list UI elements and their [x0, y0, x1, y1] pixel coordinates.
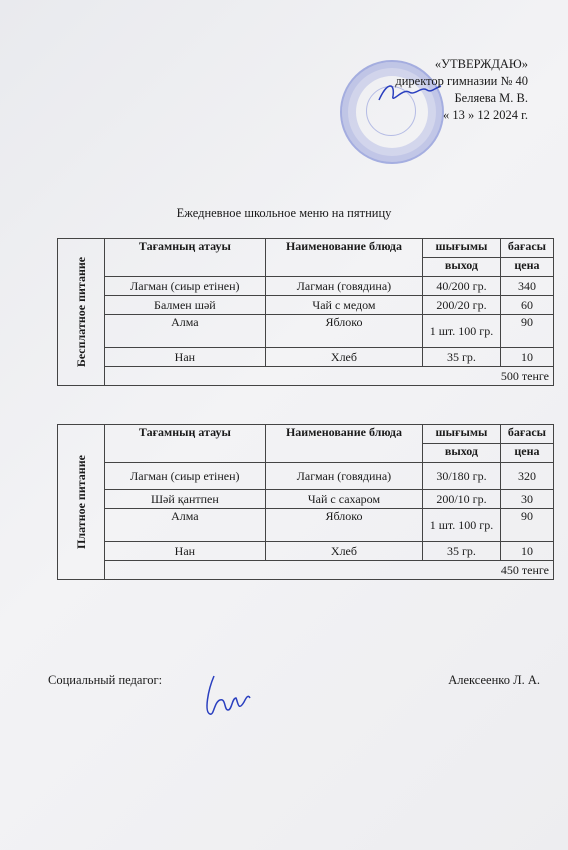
dish-price: 10: [500, 542, 553, 561]
approval-line-1: «УТВЕРЖДАЮ»: [434, 57, 528, 71]
table-row: [58, 463, 554, 490]
dish-name-kz: Алма: [104, 509, 265, 542]
approval-line-2: директор гимназии № 40: [395, 74, 528, 88]
dish-name-ru: Чай с сахаром: [265, 490, 422, 509]
dish-name-kz: Нан: [104, 542, 265, 561]
dish-price: 90: [500, 315, 553, 348]
header-out-ru: выход: [422, 444, 500, 463]
dish-price: 10: [500, 348, 553, 367]
header-name-kz: Тағамның атауы: [104, 239, 265, 277]
paid-menu-label: Платное питание: [73, 455, 88, 549]
dish-price: 90: [500, 509, 553, 542]
free-menu-table: [57, 238, 554, 386]
table-row: [58, 542, 554, 561]
dish-name-ru: Хлеб: [265, 348, 422, 367]
dish-output: 30/180 гр.: [422, 463, 500, 490]
paid-menu-table: [57, 424, 554, 580]
header-price-kz: бағасы: [500, 239, 553, 258]
approval-line-3: Беляева М. В.: [454, 91, 528, 105]
dish-name-ru: Хлеб: [265, 542, 422, 561]
dish-name-ru: Лагман (говядина): [265, 463, 422, 490]
dish-output: 1 шт. 100 гр.: [422, 509, 500, 542]
signature-footer: [48, 673, 540, 688]
table-row: [58, 296, 554, 315]
header-price-ru: цена: [500, 258, 553, 277]
paid-menu-label-cell: [58, 425, 105, 580]
header-out-kz: шығымы: [422, 425, 500, 444]
table-row: [58, 348, 554, 367]
table-row: [58, 315, 554, 348]
approval-block: [328, 56, 528, 124]
dish-name-ru: Яблоко: [265, 315, 422, 348]
paid-menu-total: 450 тенге: [104, 561, 553, 580]
dish-name-ru: Яблоко: [265, 509, 422, 542]
header-out-kz: шығымы: [422, 239, 500, 258]
table-row: [58, 509, 554, 542]
dish-name-kz: Лагман (сиыр етінен): [104, 463, 265, 490]
header-name-kz: Тағамның атауы: [104, 425, 265, 463]
dish-name-kz: Алма: [104, 315, 265, 348]
dish-name-kz: Нан: [104, 348, 265, 367]
dish-output: 200/20 гр.: [422, 296, 500, 315]
dish-name-kz: Шәй қантпен: [104, 490, 265, 509]
header-name-ru: Наименование блюда: [265, 425, 422, 463]
header-name-ru: Наименование блюда: [265, 239, 422, 277]
header-price-kz: бағасы: [500, 425, 553, 444]
dish-price: 340: [500, 277, 553, 296]
header-price-ru: цена: [500, 444, 553, 463]
dish-output: 35 гр.: [422, 542, 500, 561]
dish-price: 30: [500, 490, 553, 509]
dish-output: 40/200 гр.: [422, 277, 500, 296]
header-out-ru: выход: [422, 258, 500, 277]
free-menu-label-cell: [58, 239, 105, 386]
approval-line-4: « 13 » 12 2024 г.: [443, 108, 528, 122]
dish-output: 200/10 гр.: [422, 490, 500, 509]
dish-name-kz: Балмен шәй: [104, 296, 265, 315]
free-menu-total: 500 тенге: [104, 367, 553, 386]
dish-output: 1 шт. 100 гр.: [422, 315, 500, 348]
table-row: [58, 490, 554, 509]
footer-role: Социальный педагог:: [48, 673, 163, 687]
dish-name-ru: Чай с медом: [265, 296, 422, 315]
dish-price: 60: [500, 296, 553, 315]
page-title: Ежедневное школьное меню на пятницу: [176, 206, 392, 220]
footer-name: Алексеенко Л. А.: [448, 673, 540, 687]
free-menu-label: Бесплатное питание: [73, 256, 88, 368]
dish-name-ru: Лагман (говядина): [265, 277, 422, 296]
dish-name-kz: Лагман (сиыр етінен): [104, 277, 265, 296]
dish-price: 320: [500, 463, 553, 490]
dish-output: 35 гр.: [422, 348, 500, 367]
table-row: [58, 277, 554, 296]
